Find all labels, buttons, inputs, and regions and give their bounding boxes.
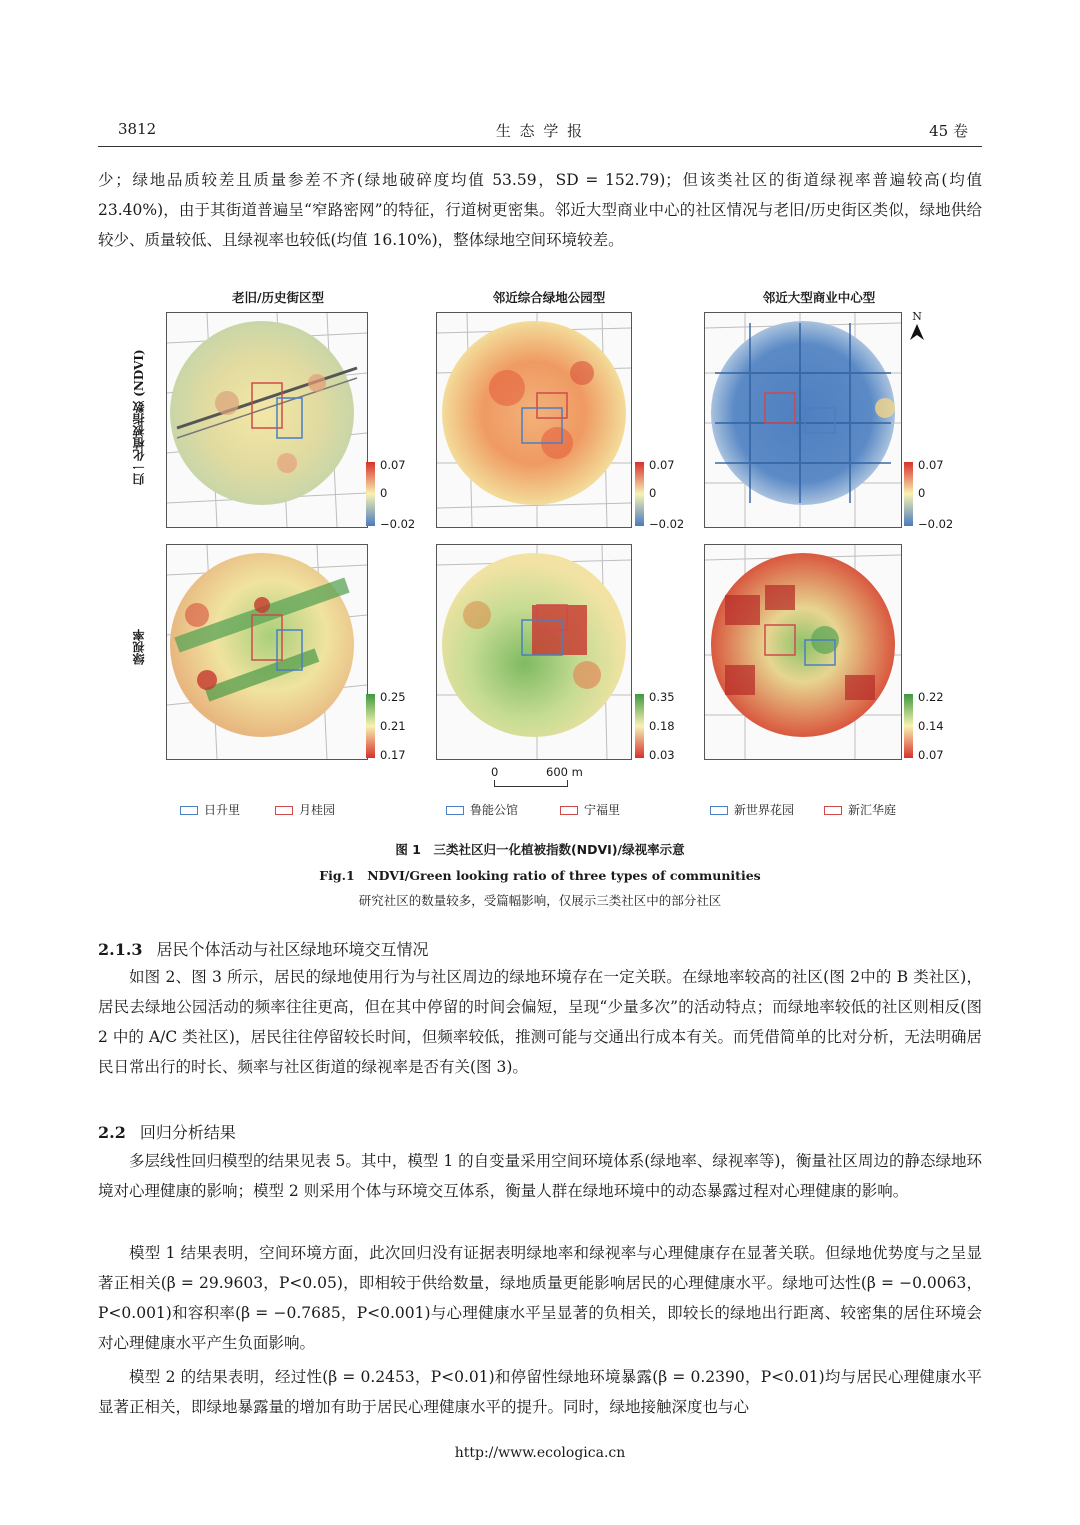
legend-item-ningfuli: [560, 801, 620, 818]
ndvi-colorbar-3-min: −0.02: [918, 517, 954, 531]
scale-bar: [494, 780, 568, 787]
column-title-park: 邻近综合绿地公园型: [492, 290, 606, 305]
row-label-ndvi: 归一化植被指数 (NDVI): [132, 349, 146, 485]
legend-label: 宁福里: [584, 803, 621, 817]
legend-swatch: [710, 806, 728, 815]
section-22-paragraph-3: 模型 2 的结果表明，经过性(β = 0.2453，P<0.01)和停留性绿地环境暴露(β = 0.2390，P<0.01)均与居民心理健康水平显著正相关，即绿地暴露量的增加有助于居民心理健康水平的提升。同时，绿地接触深度也与心: [98, 1368, 982, 1416]
north-arrow-icon: [910, 324, 924, 344]
section-heading-22: [98, 1120, 236, 1143]
green-colorbar-3-max: 0.22: [918, 690, 944, 704]
journal-title: 生 态 学 报: [495, 122, 585, 140]
green-colorbar-1: [366, 694, 375, 758]
ndvi-colorbar-2-mid: 0: [649, 486, 657, 500]
legend-swatch: [275, 806, 293, 815]
green-colorbar-1-mid: 0.21: [380, 719, 406, 733]
section-number: 2.1.3: [98, 940, 143, 959]
green-map-old-district: [166, 544, 368, 760]
ndvi-map-old-district: [166, 312, 368, 528]
intro-paragraph: 少；绿地品质较差且质量参差不齐(绿地破碎度均值 53.59，SD = 152.79)；但该类社区的街道绿视率普遍较高(均值 23.40%)，由于其街道普遍呈“窄路密网”的特征，行道树更密集。邻近大型商业中心的社区情况与老旧/历史街区类似，绿地供给较少、质量较低、且绿视率也较低(均值 16.10%)，整体绿地空间环境较差。: [98, 171, 982, 249]
figure-caption-cn: 图 1 三类社区归一化植被指数(NDVI)/绿视率示意: [395, 842, 685, 857]
figure-1: [98, 280, 982, 840]
ndvi-colorbar-1-mid: 0: [380, 486, 388, 500]
ndvi-colorbar-1-min: −0.02: [380, 517, 416, 531]
figure-caption-note: 研究社区的数量较多，受篇幅影响，仅展示三类社区中的部分社区: [358, 893, 722, 908]
footer-url: http://www.ecologica.cn: [454, 1445, 626, 1461]
green-colorbar-1-min: 0.17: [380, 748, 406, 762]
legend-swatch: [560, 806, 578, 815]
green-colorbar-3: [904, 694, 913, 758]
column-title-commercial: 邻近大型商业中心型: [762, 290, 876, 305]
section-heading-213: [98, 937, 429, 960]
legend-label: 新汇华庭: [848, 803, 897, 817]
green-colorbar-2-min: 0.03: [649, 748, 675, 762]
legend-item-rishengli: [180, 801, 240, 818]
green-colorbar-2: [635, 694, 644, 758]
legend-item-luneng: [446, 801, 518, 818]
legend-swatch: [446, 806, 464, 815]
section-22-paragraph-1: 多层线性回归模型的结果见表 5。其中，模型 1 的自变量采用空间环境体系(绿地率、绿视率等)，衡量社区周边的静态绿地环境对心理健康的影响；模型 2 则采用个体与环境交互体系，衡量人群在绿地环境中的动态暴露过程对心理健康的影响。: [98, 1152, 982, 1200]
green-colorbar-3-min: 0.07: [918, 748, 944, 762]
green-colorbar-2-max: 0.35: [649, 690, 675, 704]
scale-bar-end: 600 m: [546, 765, 583, 779]
legend-label: 鲁能公馆: [470, 803, 519, 817]
column-title-old-district: 老旧/历史街区型: [231, 290, 325, 305]
ndvi-colorbar-1-max: 0.07: [380, 458, 406, 472]
ndvi-colorbar-3-max: 0.07: [918, 458, 944, 472]
ndvi-colorbar-2: [635, 462, 644, 526]
scale-bar-start: 0: [491, 765, 499, 779]
section-22-paragraph-2: 模型 1 结果表明，空间环境方面，此次回归没有证据表明绿地率和绿视率与心理健康存在显著关联。但绿地优势度与之呈显著正相关(β = 29.9603，P<0.05)，即相较于供给数量，绿地质量更能影响居民的心理健康水平。绿地可达性(β = −0.0063，P<0.001)和容积率(β = −0.7685，P<0.001)与心理健康水平呈显著的负相关，即较长的绿地出行距离、较密集的居住环境会对心理健康水平产生负面影响。: [98, 1244, 982, 1352]
ndvi-colorbar-3: [904, 462, 913, 526]
figure-caption-en: Fig.1 NDVI/Green looking ratio of three types of communities: [319, 868, 761, 883]
page-number: 3812: [118, 120, 157, 138]
legend-item-xinhui: [824, 801, 896, 818]
ndvi-map-park: [436, 312, 632, 528]
ndvi-colorbar-2-min: −0.02: [649, 517, 685, 531]
legend-label: 日升里: [204, 803, 241, 817]
section-213-paragraph: 如图 2、图 3 所示，居民的绿地使用行为与社区周边的绿地环境存在一定关联。在绿地率较高的社区(图 2中的 B 类社区)，居民去绿地公园活动的频率往往更高，但在其中停留的时间会偏短，呈现“少量多次”的活动特点；而绿地率较低的社区则相反(图 2 中的 A/C 类社区)，居民往往停留较长时间，但频率较低，推测可能与交通出行成本有关。而凭借简单的比对分析，无法明确居民日常出行的时长、频率与社区街道的绿视率是否有关(图 3)。: [98, 968, 982, 1076]
section-title: 居民个体活动与社区绿地环境交互情况: [156, 940, 429, 959]
legend-label: 新世界花园: [734, 803, 795, 817]
green-map-park: [436, 544, 632, 760]
header-rule: [98, 146, 982, 147]
ndvi-colorbar-3-mid: 0: [918, 486, 926, 500]
green-map-commercial: [704, 544, 902, 760]
row-label-green-ratio: 绿视率: [132, 629, 146, 665]
legend-item-xinshijie: [710, 801, 794, 818]
green-colorbar-1-max: 0.25: [380, 690, 406, 704]
ndvi-colorbar-2-max: 0.07: [649, 458, 675, 472]
legend-label: 月桂园: [299, 803, 336, 817]
green-colorbar-2-mid: 0.18: [649, 719, 675, 733]
volume-number: 45 卷: [929, 122, 968, 140]
legend-swatch: [180, 806, 198, 815]
ndvi-map-commercial: [704, 312, 902, 528]
north-label: N: [912, 310, 922, 323]
ndvi-colorbar-1: [366, 462, 375, 526]
section-title: 回归分析结果: [139, 1123, 236, 1142]
legend-swatch: [824, 806, 842, 815]
green-colorbar-3-mid: 0.14: [918, 719, 944, 733]
section-number: 2.2: [98, 1123, 126, 1142]
legend-item-yueguiyuan: [275, 801, 335, 818]
